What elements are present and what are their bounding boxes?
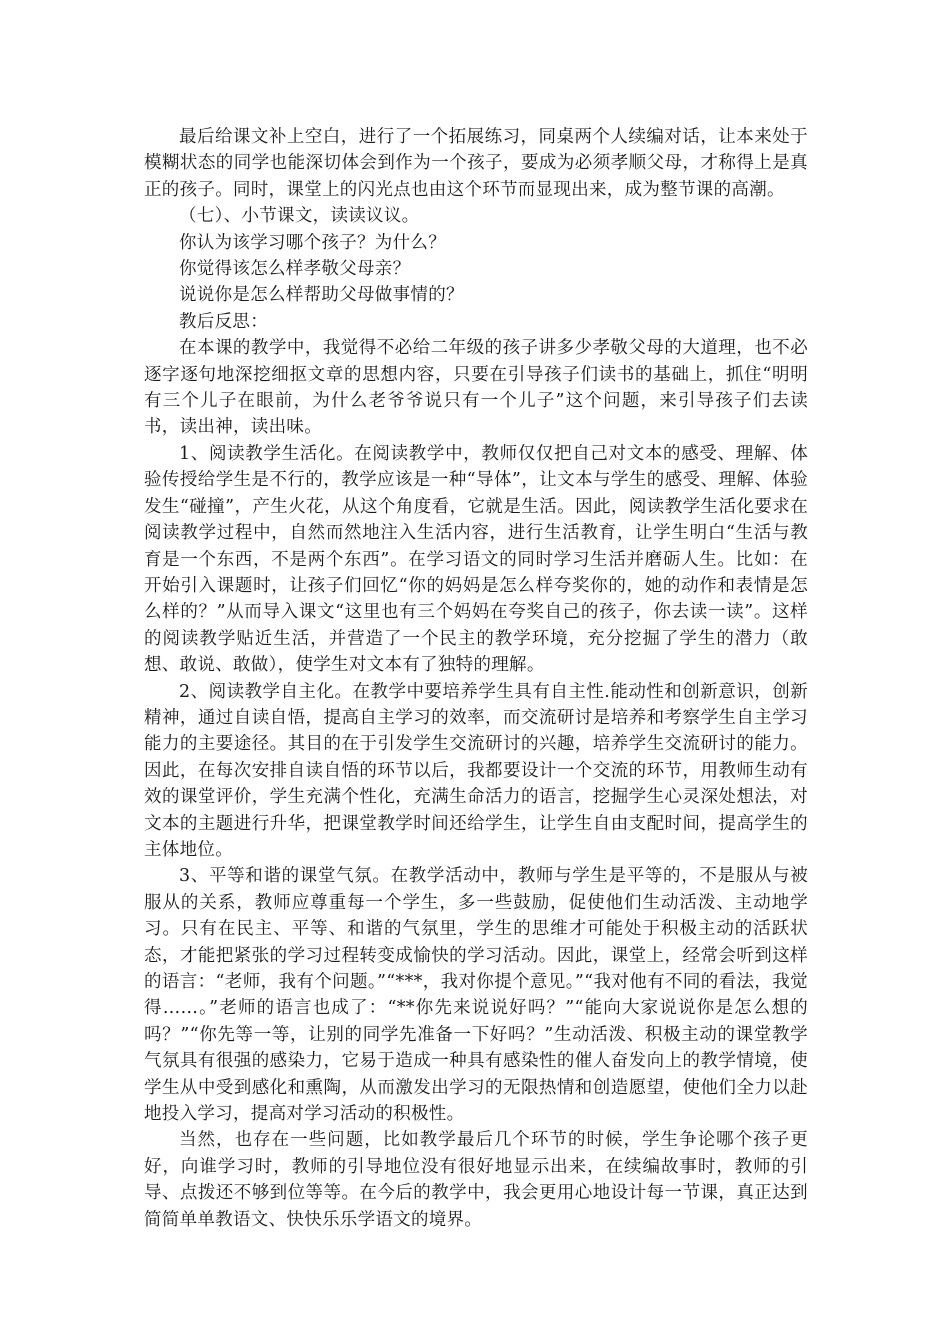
paragraph-conclusion: 当然，也存在一些问题，比如教学最后几个环节的时候，学生争论哪个孩子更好，向谁学习时，教师的引导地位没有很好地显示出来，在续编故事时，教师的引导、点拨还不够到位等等。在今后的教学中，我会更用心地设计每一节课，真正达到简简单单教语文、快快乐乐学语文的境界。	[144, 1130, 808, 1230]
document-body	[144, 124, 808, 1233]
paragraph-point-3: 3、平等和谐的课堂气氛。在教学活动中，教师与学生是平等的，不是服从与被服从的关系，教师应尊重每一个学生，多一些鼓励，促使他们生动活泼、主动地学习。只有在民主、平等、和谐的气氛里，学生的思维才可能处于积极主动的活跃状态，才能把紧张的学习过程转变成愉快的学习活动。因此，课堂上，经常会听到这样的语言：“老师，我有个问题。”“***，我对你提个意见。”“我对他有不同的看法，我觉得……。”老师的语言也成了：“**你先来说说好吗？”“能向大家说说你是怎么想的吗？”“你先等一等，让别的同学先准备一下好吗？”生动活泼、积极主动的课堂教学气氛具有很强的感染力，它易于造成一种具有感染性的催人奋发向上的教学情境，使学生从中受到感化和熏陶，从而激发出学习的无限热情和创造愿望，使他们全力以赴地投入学习，提高对学习活动的积极性。	[144, 866, 808, 1125]
paragraph-reflection-intro: 在本课的教学中，我觉得不必给二年级的孩子讲多少孝敬父母的大道理，也不必逐字逐句地深挖细抠文章的思想内容，只要在引导孩子们读书的基础上，抓住“明明有三个儿子在眼前，为什么老爷爷说只有一个儿子”这个问题，来引导孩子们去读书，读出神，读出味。	[144, 338, 808, 438]
paragraph-point-1: 1、阅读教学生活化。在阅读教学中，教师仅仅把自己对文本的感受、理解、体验传授给学生是不行的，教学应该是一种“导体”，让文本与学生的感受、理解、体验发生“碰撞”，产生火花，从这个角度看，它就是生活。因此，阅读教学生活化要求在阅读教学过程中，自然而然地注入生活内容，进行生活教育，让学生明白“生活与教育是一个东西，不是两个东西”。在学习语文的同时学习生活并磨砺人生。比如：在开始引入课题时，让孩子们回忆“你的妈妈是怎么样夸奖你的，她的动作和表情是怎么样的？”从而导入课文“这里也有三个妈妈在夸奖自己的孩子，你去读一读”。这样的阅读教学贴近生活，并营造了一个民主的教学环境，充分挖掘了学生的潜力（敢想、敢说、敢做），使学生对文本有了独特的理解。	[144, 443, 808, 676]
paragraph-question-1: 你认为该学习哪个孩子？为什么？	[179, 232, 446, 253]
paragraph-extension-exercise: 最后给课文补上空白，进行了一个拓展练习，同桌两个人续编对话，让本来处于模糊状态的同学也能深切体会到作为一个孩子，要成为必须孝顺父母，才称得上是真正的孩子。同时，课堂上的闪光点也由这个环节而显现出来，成为整节课的高潮。	[144, 127, 808, 200]
paragraph-point-2: 2、阅读教学自主化。在教学中要培养学生具有自主性.能动性和创新意识，创新精神，通过自读自悟，提高自主学习的效率，而交流研讨是培养和考察学生自主学习能力的主要途径。其目的在于引发学生交流研讨的兴趣，培养学生交流研讨的能力。因此，在每次安排自读自悟的环节以后，我都要设计一个交流的环节，用教师生动有效的课堂评价，学生充满个性化，充满生命活力的语言，挖掘学生心灵深处想法，对文本的主题进行升华，把课堂教学时间还给学生，让学生自由支配时间，提高学生的主体地位。	[144, 681, 808, 860]
paragraph-section-seven: （七）、小节课文，读读议议。	[179, 206, 420, 227]
paragraph-reflection-heading: 教后反思：	[179, 311, 268, 332]
paragraph-question-3: 说说你是怎么样帮助父母做事情的？	[179, 285, 464, 306]
paragraph-question-2: 你觉得该怎么样孝敬父母亲？	[179, 259, 411, 280]
